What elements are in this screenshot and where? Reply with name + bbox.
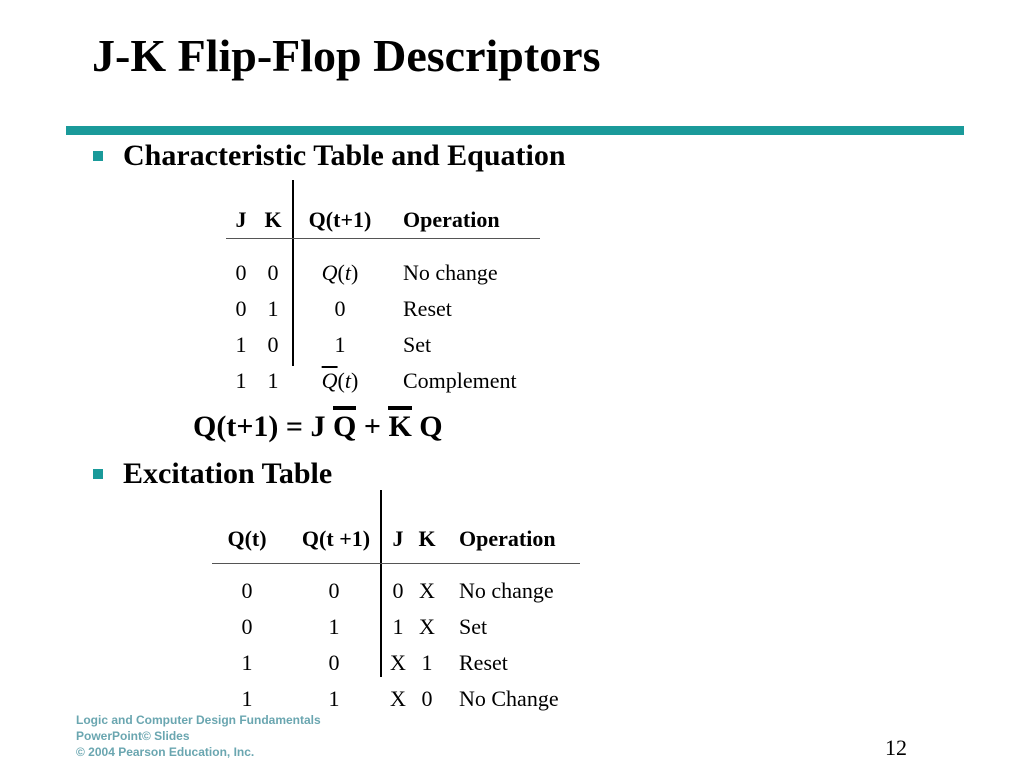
- footer-line: PowerPoint© Slides: [76, 729, 190, 743]
- col-header-qt: Q(t): [227, 526, 267, 551]
- publisher-footer: [76, 712, 321, 760]
- table-vertical-divider: [380, 490, 382, 677]
- cell-q-next: 1: [334, 332, 346, 357]
- cell-operation: Set: [403, 332, 432, 357]
- equation-k-bar: K: [388, 410, 412, 443]
- cell-k: 0: [421, 686, 433, 711]
- table-vertical-divider: [292, 180, 294, 366]
- cell-operation: Reset: [459, 650, 508, 675]
- col-header-operation: Operation: [459, 526, 556, 551]
- page-number: 12: [885, 735, 907, 760]
- cell-k: X: [419, 578, 435, 603]
- cell-operation: Complement: [403, 368, 517, 393]
- cell-operation: No Change: [459, 686, 559, 711]
- characteristic-equation: [193, 409, 443, 445]
- col-header-k: K: [418, 526, 436, 551]
- cell-q-next: 1: [328, 614, 340, 639]
- slide-title: J-K Flip-Flop Descriptors: [92, 30, 601, 81]
- cell-k: 1: [421, 650, 433, 675]
- cell-k: X: [419, 614, 435, 639]
- cell-q-next: Q(t): [321, 260, 359, 285]
- footer-line: Logic and Computer Design Fundamentals: [76, 713, 321, 727]
- cell-qt: 0: [241, 578, 253, 603]
- cell-qt: 0: [241, 614, 253, 639]
- bullet-square-icon: [93, 151, 103, 161]
- cell-j: X: [390, 650, 406, 675]
- bullet-square-icon: [93, 469, 103, 479]
- cell-qt: 1: [241, 650, 253, 675]
- col-header-q-next: Q(t +1): [301, 526, 371, 551]
- cell-q-next: 0: [334, 296, 346, 321]
- cell-operation: Reset: [403, 296, 452, 321]
- cell-j: 0: [235, 296, 247, 321]
- col-header-j: J: [235, 207, 247, 232]
- cell-k: 0: [267, 332, 279, 357]
- footer-line: © 2004 Pearson Education, Inc.: [76, 745, 255, 759]
- col-header-operation: Operation: [403, 207, 500, 232]
- title-divider: [66, 126, 964, 135]
- cell-operation: No change: [403, 260, 498, 285]
- cell-q-next: 0: [328, 650, 340, 675]
- cell-operation: Set: [459, 614, 488, 639]
- cell-j: 0: [235, 260, 247, 285]
- cell-k: 1: [267, 296, 279, 321]
- cell-j: X: [390, 686, 406, 711]
- equation-lhs: Q(t+1) = J: [193, 410, 333, 443]
- table-header-underline: [212, 563, 580, 564]
- col-header-k: K: [264, 207, 282, 232]
- equation-q: Q: [411, 410, 443, 443]
- cell-j: 1: [235, 368, 247, 393]
- cell-q-next: $\overline{Q}(t)$: [321, 368, 359, 393]
- bullet-excitation: Excitation Table: [123, 457, 333, 490]
- equation-q-bar: Q: [333, 410, 357, 443]
- cell-k: 0: [267, 260, 279, 285]
- cell-q-next: 0: [328, 578, 340, 603]
- col-header-q-next: Q(t+1): [308, 207, 372, 232]
- col-header-j: J: [392, 526, 404, 551]
- equation-plus: +: [356, 410, 389, 443]
- bullet-characteristic: Characteristic Table and Equation: [123, 139, 566, 172]
- cell-operation: No change: [459, 578, 554, 603]
- table-header-underline: [226, 238, 540, 239]
- cell-qt: 1: [241, 686, 253, 711]
- cell-j: 0: [392, 578, 404, 603]
- cell-k: 1: [267, 368, 279, 393]
- cell-q-next: 1: [328, 686, 340, 711]
- cell-j: 1: [392, 614, 404, 639]
- cell-j: 1: [235, 332, 247, 357]
